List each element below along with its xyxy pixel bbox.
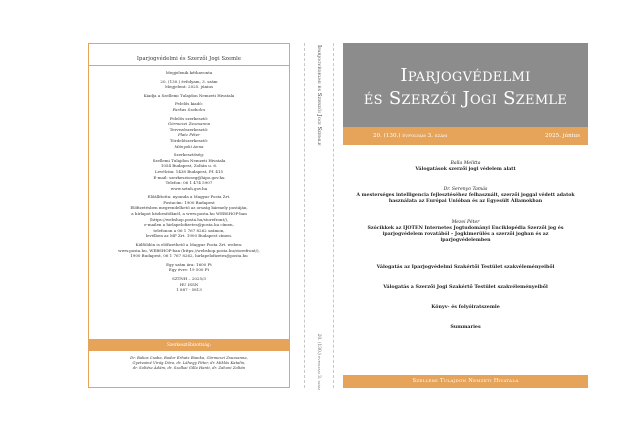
imprint-line: Megjelent: 2025. június: [164, 84, 214, 90]
publisher-footer: Szellemi Tulajdon Nemzeti Hivatala: [343, 375, 588, 388]
toc-article-title: használata az Európai Unióban és az Egyesült Államokban: [388, 199, 543, 205]
toc-article-title: iparjogvédelemben: [440, 238, 491, 244]
imprint-line: (https://webshop.posta.hu/storefront/),: [149, 216, 229, 222]
imprint-line: 1 887 - 5813: [176, 287, 202, 293]
imprint-line: Postacím: 1900 Budapest: [163, 199, 215, 205]
imprint-line: HU ISSN: [179, 281, 199, 287]
journal-title-line2: és Szerzői Jogi Szemle: [363, 88, 568, 109]
toc-article-title: iparjogvédelem rovatából – Jogkimerülés a szerzői jogban és az: [382, 231, 549, 237]
imprint-line: e-mailen a hirlapelofizetes@posta.hu címen,: [144, 222, 234, 228]
imprint-line: Szerkesztőség:: [173, 152, 205, 158]
back-cover-title: Iparjogvédelmi és Szerzői Jogi Szemle: [136, 56, 242, 62]
board-member-line: Dr. Bakos Csaba, Bodor Erhatz Bianka, Görmezei Zsuzsanna,: [130, 355, 248, 360]
toc-section: Válogatás a Szerzői Jogi Szakértő Testület szakvéleményeiből: [383, 284, 548, 291]
imprint-line: Szellemi Tulajdon Nemzeti Hivatala: [152, 157, 226, 163]
issue-number: 20. (130.) évfolyam 3. szám: [373, 133, 448, 139]
toc-article-title: Szócikkek az IJOTEN Internetes Jogtudományi Enciklopédia Szerzői jog és: [367, 225, 564, 231]
imprint-line: www.posta.hu, WEBSHOP-ban (https://webshop.posta.hu/storefront/),: [118, 247, 260, 253]
imprint-line: Egy szám ára: 1600 Ft: [166, 261, 212, 267]
imprint-line: Levélcím: 1438 Budapest, Pf. 415: [154, 168, 224, 174]
toc-section: Válogatás az Iparjogvédelmi Szakértői Testület szakvéleményeiből: [376, 264, 555, 271]
imprint-line: a hírlapot kézbesítőknél, a www.posta.hu WEBSHOP-ban: [131, 211, 247, 217]
imprint-line: 1054 Budapest, Zoltán u. 6.: [160, 163, 218, 169]
imprint-line: Felelős szerkesztő:: [169, 115, 209, 121]
imprint-line: Külföldön is előfizethető a Magyar Posta Zrt. weben:: [135, 242, 243, 248]
issue-bar: [343, 127, 588, 145]
imprint-line: E-mail: szerkesztoseg@hipo.gov.hu: [153, 174, 225, 180]
spine-issue: 20. (130.) évfolyam 3. szám: [316, 333, 322, 390]
board-member-line: Gyetvainé Virág Dóra, dr. Láhegy Péter, dr. Miklós Katalin,: [132, 360, 246, 365]
imprint-line: Kiadja a Szellemi Tulajdon Nemzeti Hivatala: [143, 92, 235, 98]
toc-author: Balla Melitta: [450, 161, 481, 166]
front-cover-header: [343, 43, 588, 127]
toc-author: Mezei Péter: [451, 219, 480, 225]
back-cover-imprint: [89, 56, 289, 293]
imprint-line: Farkas Szabolcs: [172, 106, 206, 112]
toc-article-title: A mesterséges intelligencia fejlesztéséhez felhasznált, szerzői joggal védett adatok: [356, 193, 575, 199]
imprint-line: Görmezei Zsuzsanna: [167, 121, 211, 127]
imprint-line: telefonon a 06 1 767 8262 számon,: [153, 227, 225, 233]
imprint-line: SZTNH – 2025/3: [172, 276, 206, 281]
spine-text: [309, 45, 329, 390]
imprint-line: 1900 Budapest, 06 1 767 8262, hirlapelofizetes@posta.hu: [130, 253, 248, 259]
imprint-line: Előfizetésben megrendelhető az ország bármely postáján,: [130, 205, 248, 211]
imprint-line: Tördelőszerkesztő:: [169, 137, 209, 143]
imprint-line: Mányoki Anna: [174, 143, 204, 149]
front-cover: [343, 43, 588, 388]
imprint-lines: [89, 70, 289, 293]
spine-title: Iparjogvédelmi és Szerzői Jogi Szemle: [316, 45, 322, 146]
editorial-board-label: Szerkesztőbizottság:: [89, 339, 289, 351]
back-cover-divider: [89, 65, 289, 66]
imprint-line: levélben az MP Zrt. 1900 Budapest címen.: [145, 233, 233, 239]
back-cover: [88, 43, 290, 388]
issue-date: 2025. június: [545, 133, 580, 139]
imprint-line: Előállította: nyomda a Magyar Posta Zrt.: [147, 194, 231, 200]
toc-article-title: Válogatások szerzői jogi védelem alatt: [415, 167, 516, 172]
imprint-line: Telefon: 06 1 474 5907: [165, 180, 213, 186]
table-of-contents: [343, 161, 588, 330]
toc-section: Summaries: [450, 324, 481, 331]
spine: [304, 43, 334, 388]
imprint-line: Felelős kiadó:: [175, 101, 203, 107]
imprint-line: www.sztnh.gov.hu: [170, 185, 208, 191]
imprint-line: Egy évre: 19 500 Ft: [168, 267, 210, 273]
toc-section: Könyv- és folyóiratszemle: [431, 304, 500, 311]
imprint-line: Megjelenik kéthavonta: [165, 70, 213, 75]
imprint-line: Tervezőszerkesztő:: [169, 126, 209, 132]
board-member-line: dr. Soltész Ádám, dr. Szalkai Gilla Hanti, dr. Zahoni Zoltán: [132, 365, 246, 370]
toc-author: Dr. Serenyo Tamás: [443, 187, 488, 193]
imprint-line: 20. (130.) évfolyam, 3. szám: [160, 78, 218, 84]
editorial-board-members: [89, 355, 289, 370]
imprint-line: Platz Péter: [177, 132, 201, 138]
journal-title-line1: Iparjogvédelmi: [400, 65, 531, 86]
